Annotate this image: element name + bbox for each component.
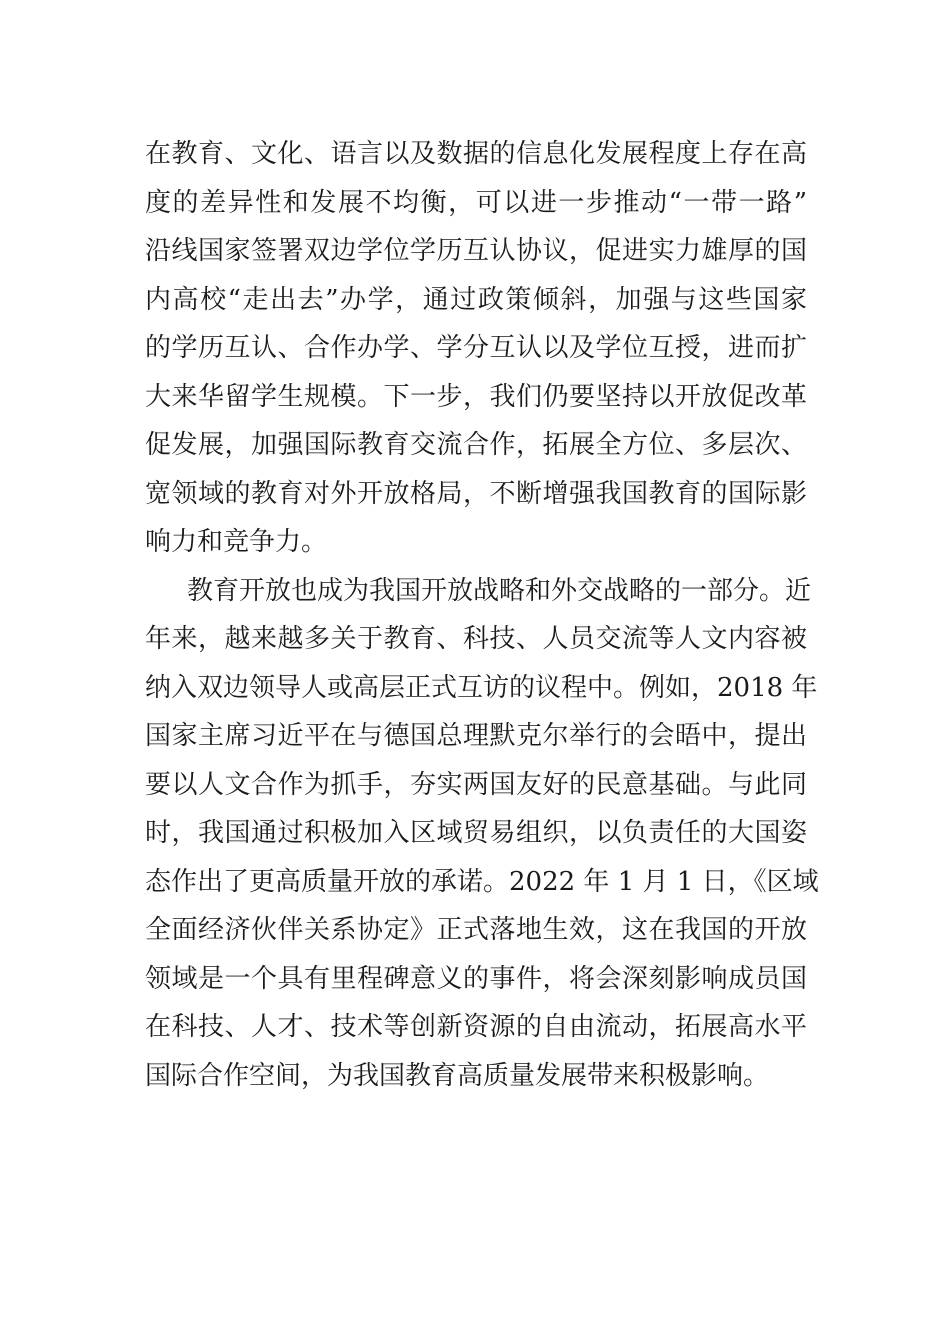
text-line: 在科技、人才、技术等创新资源的自由流动，拓展高水平 bbox=[145, 1012, 807, 1042]
text-line: 态作出了更高质量开放的承诺。2022 年 1 月 1 日，《区域 bbox=[145, 866, 819, 897]
text-line: 内高校“走出去”办学，通过政策倾斜，加强与这些国家 bbox=[145, 284, 807, 315]
paragraph-2 bbox=[145, 567, 819, 1101]
text-line: 在教育、文化、语言以及数据的信息化发展程度上存在高 bbox=[145, 139, 807, 169]
text-line: 大来华留学生规模。下一步，我们仍要坚持以开放促改革 bbox=[145, 381, 807, 412]
text-line: 教育开放也成为我国开放战略和外交战略的一部分。近 bbox=[187, 575, 812, 606]
document-body bbox=[145, 130, 819, 1100]
paragraph-1 bbox=[145, 130, 807, 567]
text-line: 纳入双边领导人或高层正式互访的议程中。例如，2018 年 bbox=[145, 672, 818, 703]
text-line: 要以人文合作为抓手，夯实两国友好的民意基础。与此同 bbox=[145, 769, 807, 800]
text-line: 时，我国通过积极加入区域贸易组织，以负责任的大国姿 bbox=[145, 818, 807, 848]
text-line: 的学历互认、合作办学、学分互认以及学位互授，进而扩 bbox=[145, 333, 807, 363]
text-line: 促发展，加强国际教育交流合作，拓展全方位、多层次、 bbox=[145, 430, 807, 460]
text-line: 年来，越来越多关于教育、科技、人员交流等人文内容被 bbox=[145, 624, 807, 654]
text-line: 全面经济伙伴关系协定》正式落地生效，这在我国的开放 bbox=[145, 915, 807, 945]
text-line: 宽领域的教育对外开放格局，不断增强我国教育的国际影 bbox=[145, 478, 807, 509]
text-line: 领域是一个具有里程碑意义的事件，将会深刻影响成员国 bbox=[145, 963, 807, 994]
text-line: 国家主席习近平在与德国总理默克尔举行的会晤中，提出 bbox=[145, 721, 807, 751]
text-line: 国际合作空间，为我国教育高质量发展带来积极影响。 bbox=[145, 1060, 770, 1091]
text-line: 度的差异性和发展不均衡，可以进一步推动“一带一路” bbox=[145, 187, 807, 218]
text-line: 沿线国家签署双边学位学历互认协议，促进实力雄厚的国 bbox=[145, 236, 807, 266]
text-line: 响力和竞争力。 bbox=[145, 527, 328, 557]
